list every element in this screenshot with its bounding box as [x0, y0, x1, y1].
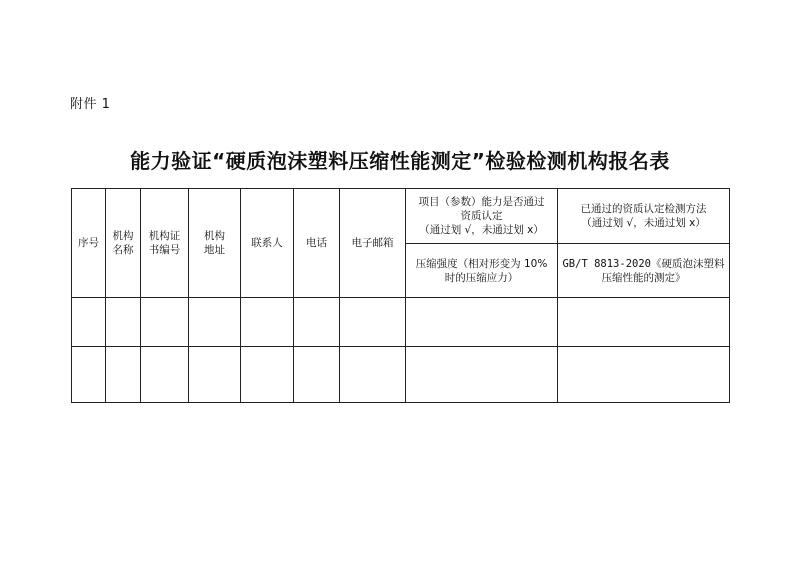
cell-address[interactable] — [189, 298, 241, 347]
header-method-detail: GB/T 8813-2020《硬质泡沫塑料 压缩性能的测定》 — [558, 244, 730, 298]
attachment-label: 附件 1 — [70, 97, 111, 112]
header-row — [72, 189, 730, 244]
cell-contact[interactable] — [241, 347, 294, 403]
header-seq: 序号 — [72, 189, 106, 298]
cell-org-name[interactable] — [106, 298, 141, 347]
header-param-detail: 压缩强度（相对形变为 10% 时的压缩应力） — [406, 244, 558, 298]
header-email: 电子邮箱 — [340, 189, 406, 298]
cell-email[interactable] — [340, 347, 406, 403]
table-row — [72, 298, 730, 347]
cell-seq[interactable] — [72, 347, 106, 403]
cell-cert-no[interactable] — [141, 347, 189, 403]
cell-param[interactable] — [406, 347, 558, 403]
page-title: 能力验证“硬质泡沫塑料压缩性能测定”检验检测机构报名表 — [130, 149, 670, 173]
cell-phone[interactable] — [294, 298, 340, 347]
header-org-name: 机构 名称 — [106, 189, 141, 298]
table-row — [72, 347, 730, 403]
header-cert-no: 机构证 书编号 — [141, 189, 189, 298]
cell-method[interactable] — [558, 347, 730, 403]
registration-table — [71, 188, 730, 403]
cell-address[interactable] — [189, 347, 241, 403]
header-contact: 联系人 — [241, 189, 294, 298]
cell-phone[interactable] — [294, 347, 340, 403]
cell-method[interactable] — [558, 298, 730, 347]
cell-contact[interactable] — [241, 298, 294, 347]
cell-email[interactable] — [340, 298, 406, 347]
header-method-group: 已通过的资质认定检测方法 （通过划 √，未通过划 x） — [558, 189, 730, 244]
cell-cert-no[interactable] — [141, 298, 189, 347]
header-param-group: 项目（参数）能力是否通过 资质认定 （通过划 √，未通过划 x） — [406, 189, 558, 244]
header-address: 机构 地址 — [189, 189, 241, 298]
cell-seq[interactable] — [72, 298, 106, 347]
cell-param[interactable] — [406, 298, 558, 347]
cell-org-name[interactable] — [106, 347, 141, 403]
header-phone: 电话 — [294, 189, 340, 298]
